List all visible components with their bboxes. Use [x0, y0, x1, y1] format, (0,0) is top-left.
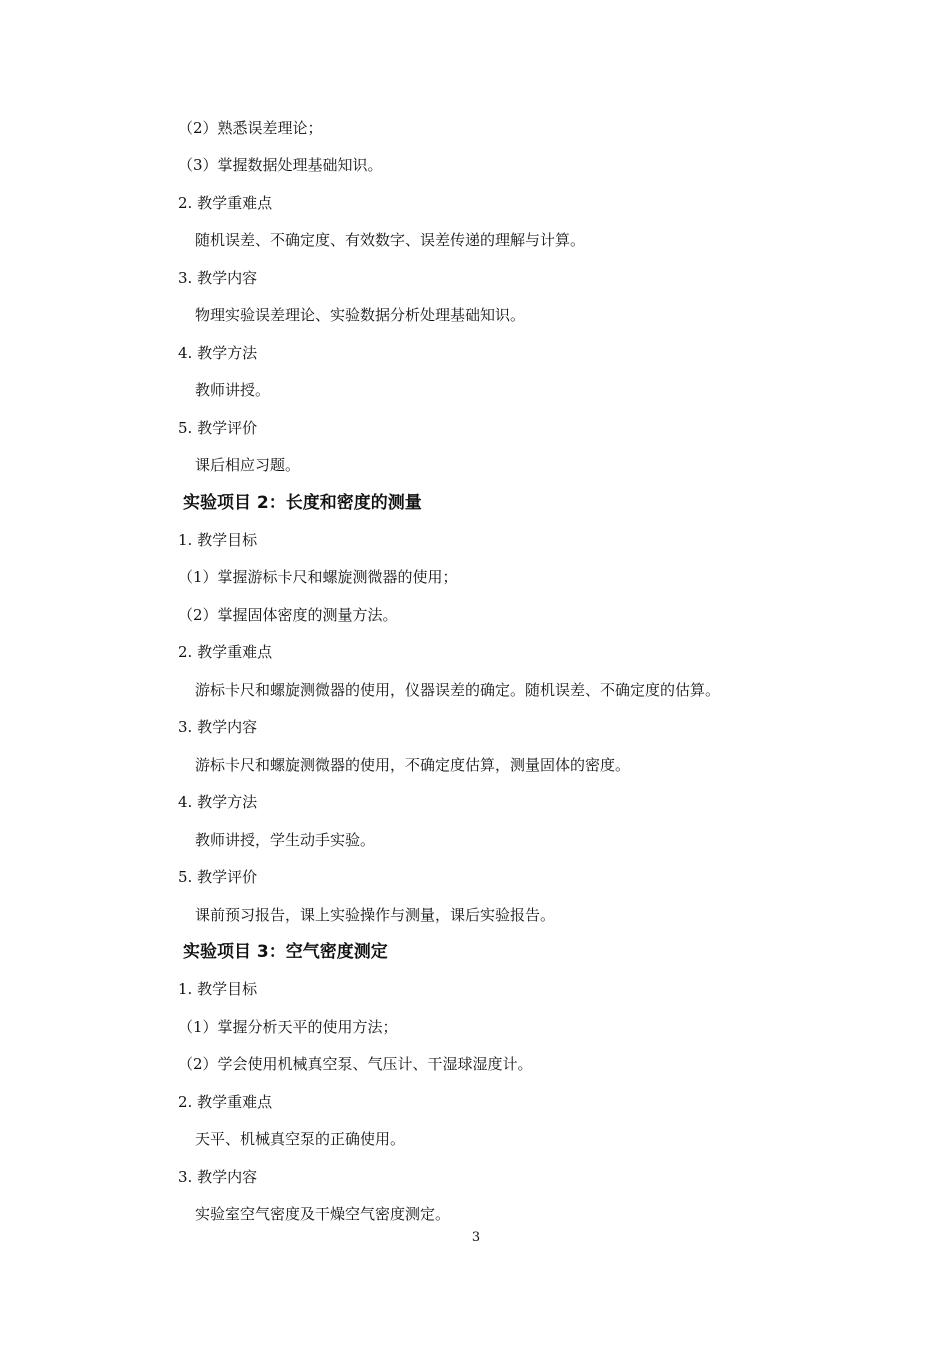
- subheading-goals: 1. 教学目标: [178, 531, 258, 549]
- section-title-experiment-2: 实验项目 2：长度和密度的测量: [183, 493, 422, 513]
- section-title-experiment-3: 实验项目 3：空气密度测定: [183, 942, 388, 962]
- key-points-text: 游标卡尺和螺旋测微器的使用，仪器误差的确定。随机误差、不确定度的估算。: [195, 681, 721, 699]
- objective-item: （3）掌握数据处理基础知识。: [178, 156, 383, 174]
- evaluation-text: 课后相应习题。: [195, 456, 301, 474]
- objective-item: （1）掌握游标卡尺和螺旋测微器的使用；: [178, 568, 458, 586]
- page-number: 3: [471, 1230, 481, 1245]
- subheading-evaluation: 5. 教学评价: [178, 868, 258, 886]
- content-text: 游标卡尺和螺旋测微器的使用，不确定度估算，测量固体的密度。: [195, 756, 631, 774]
- subheading-evaluation: 5. 教学评价: [178, 419, 258, 437]
- subheading-method: 4. 教学方法: [178, 793, 258, 811]
- objective-item: （2）学会使用机械真空泵、气压计、干湿球湿度计。: [178, 1055, 533, 1073]
- evaluation-text: 课前预习报告，课上实验操作与测量，课后实验报告。: [195, 906, 556, 924]
- subheading-key-points: 2. 教学重难点: [178, 643, 273, 661]
- subheading-goals: 1. 教学目标: [178, 980, 258, 998]
- method-text: 教师讲授。: [195, 381, 271, 399]
- subheading-key-points: 2. 教学重难点: [178, 1093, 273, 1111]
- key-points-text: 随机误差、不确定度、有效数字、误差传递的理解与计算。: [195, 231, 586, 249]
- method-text: 教师讲授，学生动手实验。: [195, 831, 376, 849]
- objective-item: （2）熟悉误差理论；: [178, 119, 323, 137]
- subheading-content: 3. 教学内容: [178, 269, 258, 287]
- subheading-content: 3. 教学内容: [178, 718, 258, 736]
- subheading-key-points: 2. 教学重难点: [178, 194, 273, 212]
- key-points-text: 天平、机械真空泵的正确使用。: [195, 1130, 406, 1148]
- content-text: 物理实验误差理论、实验数据分析处理基础知识。: [195, 306, 526, 324]
- subheading-method: 4. 教学方法: [178, 344, 258, 362]
- objective-item: （2）掌握固体密度的测量方法。: [178, 606, 398, 624]
- subheading-content: 3. 教学内容: [178, 1168, 258, 1186]
- objective-item: （1）掌握分析天平的使用方法；: [178, 1018, 398, 1036]
- content-text: 实验室空气密度及干燥空气密度测定。: [195, 1205, 451, 1223]
